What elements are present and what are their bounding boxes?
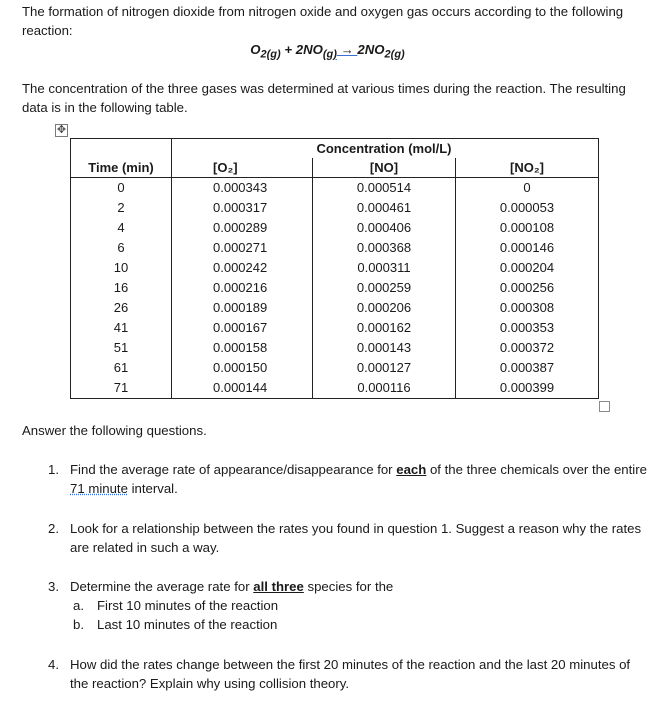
- cell-o2: 0.000189: [172, 298, 313, 318]
- table-row: [71, 278, 599, 298]
- table-row: [71, 178, 599, 199]
- table-resize-handle[interactable]: [599, 401, 610, 412]
- question-text: Look for a relationship between the rates you found in question 1. Suggest a reason why the rates are related in such a way.: [70, 521, 642, 555]
- cell-no2: 0.000108: [456, 218, 599, 238]
- q1-text-c: interval.: [127, 481, 178, 496]
- cell-no2: 0.000146: [456, 238, 599, 258]
- q3-text-a: Determine the average rate for: [70, 579, 254, 594]
- table-group-header-row: [71, 139, 599, 159]
- q3-text-b: species for the: [303, 579, 394, 594]
- cell-no2: 0.000308: [456, 298, 599, 318]
- q1-text-b: of the three chemicals over the entire: [426, 462, 647, 477]
- question-number: 1.: [48, 462, 59, 477]
- cell-no: 0.000116: [313, 378, 456, 399]
- concentration-table: [70, 138, 599, 399]
- table-column-header-row: [71, 158, 599, 178]
- cell-no: 0.000206: [313, 298, 456, 318]
- sub-text: First 10 minutes of the reaction: [97, 598, 279, 613]
- cell-no2: 0.000387: [456, 358, 599, 378]
- cell-o2: 0.000271: [172, 238, 313, 258]
- q3-emphasis: all three: [253, 579, 304, 594]
- eq-no-sub: (g): [322, 48, 337, 61]
- cell-o2: 0.000167: [172, 318, 313, 338]
- cell-no2: 0.000372: [456, 338, 599, 358]
- cell-no: 0.000368: [313, 238, 456, 258]
- table-row: [71, 338, 599, 358]
- table-cell-empty: [71, 139, 172, 159]
- question-number: 4.: [48, 657, 59, 672]
- cell-o2: 0.000289: [172, 218, 313, 238]
- cell-time: 6: [71, 238, 172, 258]
- cell-time: 71: [71, 378, 172, 399]
- q1-text-a: Find the average rate of appearance/disappearance for: [70, 462, 397, 477]
- cell-no2: 0.000053: [456, 198, 599, 218]
- sub-letter: a.: [73, 598, 84, 613]
- question-number: 2.: [48, 521, 59, 536]
- eq-no2: 2NO: [357, 42, 385, 57]
- reaction-equation: [0, 40, 655, 65]
- table-row: [71, 218, 599, 238]
- cell-no2: 0: [456, 178, 599, 199]
- cell-no: 0.000162: [313, 318, 456, 338]
- table-row: [71, 378, 599, 399]
- cell-o2: 0.000158: [172, 338, 313, 358]
- eq-plus-no: + 2NO: [280, 42, 323, 57]
- table-row: [71, 358, 599, 378]
- intro-paragraph: The formation of nitrogen dioxide from nitrogen oxide and oxygen gas occurs according to the following reaction:: [22, 4, 624, 38]
- cell-o2: 0.000242: [172, 258, 313, 278]
- sub-letter: b.: [73, 617, 84, 632]
- cell-no2: 0.000204: [456, 258, 599, 278]
- question-text: [70, 460, 650, 498]
- cell-time: 0: [71, 178, 172, 199]
- cell-o2: 0.000150: [172, 358, 313, 378]
- cell-time: 51: [71, 338, 172, 358]
- cell-no2: 0.000399: [456, 378, 599, 399]
- cell-no: 0.000311: [313, 258, 456, 278]
- cell-time: 2: [71, 198, 172, 218]
- description-paragraph: The concentration of the three gases was determined at various times during the reaction. The resulting data is in the following table.: [22, 81, 626, 115]
- cell-time: 4: [71, 218, 172, 238]
- col-header-no: [NO]: [313, 158, 456, 178]
- question-text: How did the rates change between the first 20 minutes of the reaction and the last 20 minutes of the reaction? Explain why using collision theory.: [70, 657, 631, 691]
- cell-time: 41: [71, 318, 172, 338]
- cell-no: 0.000259: [313, 278, 456, 298]
- cell-no2: 0.000256: [456, 278, 599, 298]
- cell-time: 16: [71, 278, 172, 298]
- cell-no2: 0.000353: [456, 318, 599, 338]
- question-number: 3.: [48, 579, 59, 594]
- cell-time: 10: [71, 258, 172, 278]
- table-row: [71, 238, 599, 258]
- q1-interval: 71 minute: [70, 481, 128, 496]
- cell-o2: 0.000144: [172, 378, 313, 399]
- table-row: [71, 298, 599, 318]
- eq-arrow: →: [336, 42, 358, 57]
- table-move-handle-icon[interactable]: ✥: [56, 124, 67, 136]
- cell-time: 61: [71, 358, 172, 378]
- cell-no: 0.000127: [313, 358, 456, 378]
- cell-no: 0.000514: [313, 178, 456, 199]
- col-header-time: Time (min): [71, 158, 172, 178]
- table-cell-empty: [456, 139, 599, 159]
- col-header-o2: [O₂]: [172, 158, 313, 178]
- q1-emphasis: each: [396, 462, 427, 477]
- question-text: [70, 577, 650, 596]
- cell-o2: 0.000317: [172, 198, 313, 218]
- cell-time: 26: [71, 298, 172, 318]
- cell-no: 0.000461: [313, 198, 456, 218]
- eq-o2-sub: 2(g): [260, 48, 281, 61]
- eq-no2-sub: 2(g): [384, 48, 405, 61]
- sub-text: Last 10 minutes of the reaction: [97, 617, 278, 632]
- eq-o2: O: [250, 42, 261, 57]
- cell-o2: 0.000216: [172, 278, 313, 298]
- col-header-no2: [NO₂]: [456, 158, 599, 178]
- cell-o2: 0.000343: [172, 178, 313, 199]
- group-header-concentration: Concentration (mol/L): [313, 139, 456, 159]
- table-row: [71, 318, 599, 338]
- table-row: [71, 198, 599, 218]
- answer-heading: Answer the following questions.: [22, 423, 207, 438]
- cell-no: 0.000406: [313, 218, 456, 238]
- table-row: [71, 258, 599, 278]
- table-cell-empty: [172, 139, 313, 159]
- cell-no: 0.000143: [313, 338, 456, 358]
